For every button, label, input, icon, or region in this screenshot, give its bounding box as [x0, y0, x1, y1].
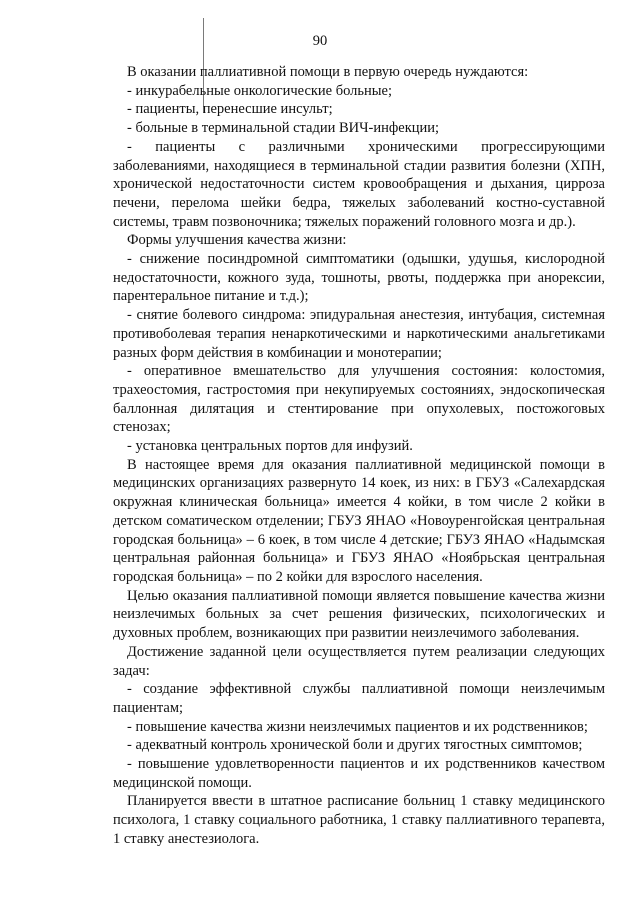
list-item: - инкурабельные онкологические больные;: [127, 82, 392, 99]
paragraph: Планируется ввести в штатное расписание больниц 1 ставку медицинского психолога, 1 ставку социального работника, 1 ставку паллиативного терапевта, 1 ставку анестезиолога.: [113, 793, 605, 847]
list-item: - повышение качества жизни неизлечимых пациентов и их родственников;: [127, 718, 588, 735]
list-item: - установка центральных портов для инфузий.: [127, 438, 413, 455]
list-item: - пациенты с различными хроническими прогрессирующими заболеваниями, находящиеся в терминальной стадии развития болезни (ХПН, хронической недостаточности систем кровообращения и дыхания, цирроза печени, перелома шейки бедра, тяжелых заболеваний костно-суставной системы, травм позвоночника; тяжелых поражений головного мозга и др.).: [113, 138, 605, 230]
page-number: 90: [312, 33, 328, 49]
list-item: - больные в терминальной стадии ВИЧ-инфекции;: [127, 120, 440, 137]
list-item: - снижение посиндромной симптоматики (одышки, удушья, кислородной недостаточности, кожного зуда, тошноты, рвоты, поддержка при анорексии, парентеральное питание и т.д.);: [113, 251, 605, 305]
paragraph: Достижение заданной цели осуществляется путем реализации следующих задач:: [113, 643, 605, 679]
document-body: [113, 63, 605, 849]
paragraph: Целью оказания паллиативной помощи является повышение качества жизни неизлечимых больных за счет решения физических, психологических и духовных проблем, возникающих при развитии неизлечимого заболевания.: [113, 587, 605, 642]
paragraph: Формы улучшения качества жизни:: [127, 232, 347, 249]
list-item: - оперативное вмешательство для улучшения состояния: колостомия, трахеостомия, гастростомия при некупируемых состояниях, эндоскопическая баллонная дилятация и стентирование при опухолевых, постожоговых стенозах;: [113, 363, 605, 436]
list-item: - повышение удовлетворенности пациентов и их родственников качеством медицинской помощи.: [113, 756, 605, 791]
paragraph: В оказании паллиативной помощи в первую очередь нуждаются:: [127, 64, 529, 80]
list-item: - пациенты, перенесшие инсульт;: [127, 101, 333, 118]
list-item: - создание эффективной службы паллиативной помощи неизлечимым пациентам;: [113, 681, 605, 716]
paragraph: В настоящее время для оказания паллиативной медицинской помощи в медицинских организациях развернуто 14 коек, из них: в ГБУЗ «Салехардская окружная клиническая больница» имеется 4 койки, в том числе 2 койки в детском соматическом отделении; ГБУЗ ЯНАО «Новоуренгойская центральная городская больница» – 6 коек, в том числе 4 детские; ГБУЗ ЯНАО «Надымская центральная районная больница» и ГБУЗ ЯНАО «Ноябрьская центральная городская больница» – по 2 койки для взрослого населения.: [113, 456, 605, 585]
list-item: - адекватный контроль хронической боли и других тягостных симптомов;: [127, 737, 583, 754]
list-item: - снятие болевого синдрома: эпидуральная анестезия, интубация, системная противоболевая терапия ненаркотическими и наркотическими анальгетиками разных форм действия в комбинации и монотерапии;: [113, 307, 605, 361]
